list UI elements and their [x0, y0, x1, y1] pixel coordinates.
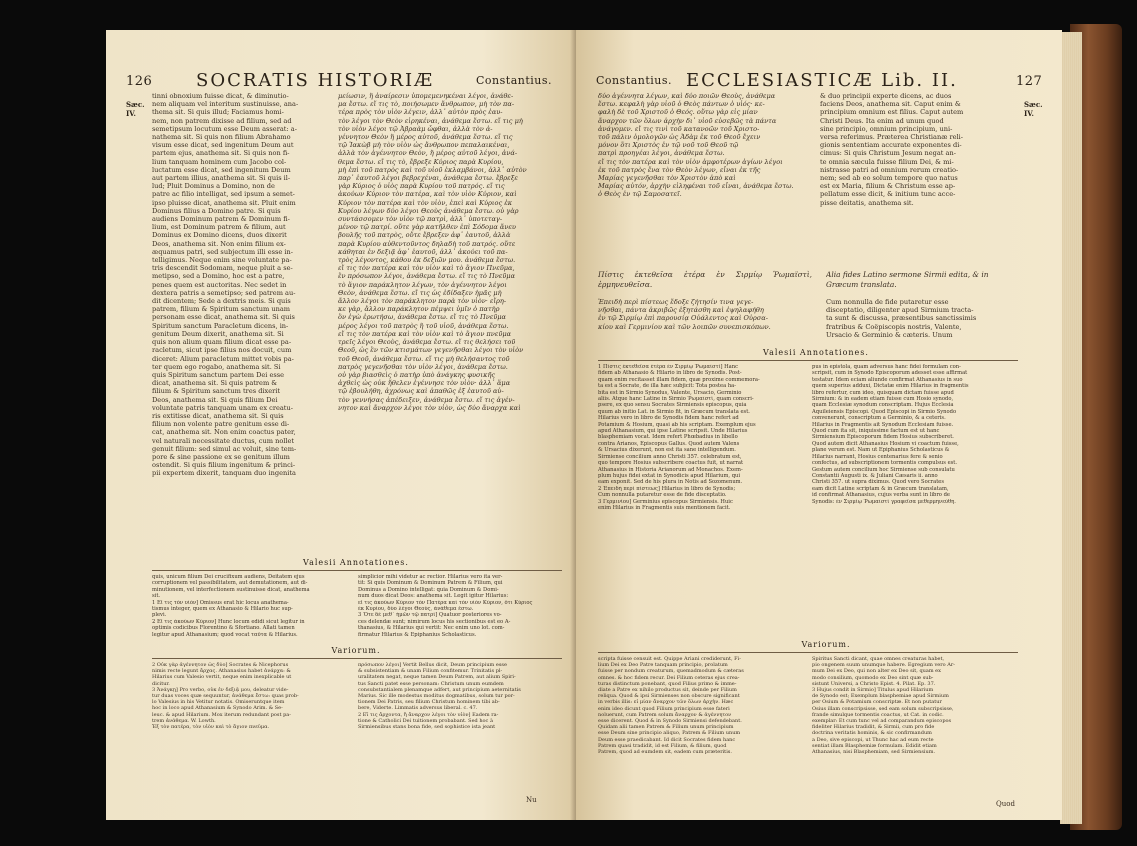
- right-variorum-col1: scripta fuisse censuit est. Quippe Ariani crediderunt, Fi- lium Dei ex Deo Patre tanquam principio, prolatum fuisse per nondum creaturum, quemadmodum & cæteras omnes. & hoc fidem recur. Dei Filium ceteras ejus crea- turas distinctum ponebant, quod Filius primo & imme- diate a Patre ex nihilo productus sit, deinde per Filium reliqua. Quod & ipsi Sirmienses non obscure significant in verbis illis: εἰ μίαν ἄναρχον τῶν ὅλων ἀρχὴν. Hæc enim ideo dicunt quod Filium principium esse fateri noluerunt, cum Patrem solum ἄναρχον & ἀγέννητον esse dicerent. Quod & in Synodo Sirmiensi defendebant. Quidam alii tamen Patrem & Filium unum principium esse Deum sine principio aliquo, Patrem & Filium unum Deum esse praedicabant. Id dicit Socrates fidem hanc Patrem quasi tradidit, id est Filium, & filium, quod Patrem, quod ad eumdem sit, eadem cum præteritis.: [598, 656, 744, 756]
- right-margin-note: Sæc. IV.: [1024, 100, 1043, 118]
- right-running-left: Constantius.: [596, 74, 672, 87]
- left-annotations-col1: quis, unicum filium Dei crucifixum audiens, Deitatem ejus corruptionem vel passibilitatem, aut demutationem, aut di- minutionem, vel interfectionem sustinuisse dicat, anathema sit. 1 Εἴ τις τὸν υἱὸν] Omissus erat hic locus anathema- tismus integer, quem ex Athanasio & Hilario huc sup- plevi. 2 Εἴ τις ἀκούων Κύριον] Hunc locum edidi sicut legitur in optimis codicibus Florentino & Sfortiano. Allati tamen legitur apud Athanasium; quod vocat ταῦτα & Hilarius.: [152, 574, 310, 638]
- right-annotations-col1: 1 Πίστις ἐκτεθεῖσα ἑτέρα ἐν Σιρμίῳ Ῥωμαϊστί] Hanc fidem ab Athanasio & Hilario in libro de Synodis. Post- quam enim recitasset illam fidem, quæ proxime commemora- ta est a Socrate, de illa hæc subjicit: Tota postea ha- bita est in Sirmio Synodus, Valente, Ursacio, Germinio aliis. Atque hanc Latine in Sirmio Ῥωμαϊστὶ, quam conscri- psere, ex quo sensu Socrates Sirmiensis episcopus, quia quum ab initio Lat. in Sirmio fit, in Græcum translata est. Hilarius vero in libro de Synodis fidem hanc refert ad Potamium & Hosium, quasi ab his scriptam. Exemplum ejus apud Athanasium, qui ipse Latine scripsit. Unde Hilarius blasphemiam vocat. Idem refert Phœbadius in libello contra Arianos, Episcopus Gallus. Quod autem Valens & Ursacius dixerunt, non est ita sane intelligendum. Sirmiense concilium anno Christi 357. celebratum est, quo tempore Hosius subscribere coactus fuit, ut narrat Athanasius in Historia Arianorum ad Monachos. Exem- plum hujus fidei extat in Synodicis apud Hilarium, qui eam exponit. Sed de his plura in Notis ad Sozomenum. 2 Ἐπειδὴ περὶ πίστεως] Hilarius in libro de Synodis; Cum nonnulla putaretur esse de fide disceptatio. 3 Γερμινίου] Germinius episcopus Sirmiensis. Huic enim Hilarius in Fragmentis suis mentionem facit.: [598, 364, 760, 511]
- latin-column: tinni obnoxium fuisse dicat, & diminutio- nem aliquam vel interitum sustinuisse, ana- thema sit. Si quis illud; Faciamus homi- nem, non patrem dixisse ad filium, sed ad semetipsum locutum esse Deum asserat: a- nathema sit. Si quis non filium Abrahamo visum esse dicat, sed ingenitum Deum aut partem ejus, anathema sit. Si quis non fi- lium tanquam hominem cum Jacobo col- luctatum esse dicat, sed ingenitum Deum aut partem illius, anathema sit. Si quis il- lud; Pluit Dominus a Domino, non de patre ac filio intelligat, sed ipsum a semet- ipso pluisse dicat, anathema sit. Pluit enim Dominus filius a Domino patre. Si quis audiens Dominum patrem & Dominum fi- lium, est Dominum patrem & filium, aut Dominus ex Domino dicens, duos dixerit Deos, anathema sit. Non enim filium ex- æquamus patri, sed subjectum illi esse in- telligimus. Neque enim sine voluntate pa- tris descendit Sodomam, neque pluit a se- metipso, sed a Domino, hoc est a patre, penes quem est auctoritas. Nec sedet in dextera patris a semetipso; sed patrem au- dit dicentem; Sede a dextris meis. Si quis patrem, filium & Spiritum sanctum unam personam esse dicat, anathema sit. Si quis Spiritum sanctum Paracletum dicens, in- genitum Deum dixerit, anathema sit. Si quis non alium quam filium dicat esse pa- racletum, sicut ipse filius nos docuit, cum diceret: Alium paracletum mittet vobis pa- ter quem ego rogabo, anathema sit. Si quis Spiritum sanctum partem Dei esse dicat, anathema sit. Si quis patrem & filium & Spiritum sanctum tres dixerit Deos, anathema sit. Si quis filium Dei voluntate patris tanquam unam ex creatu- ris extitisse dicat, anathema sit. Si quis filium non volente patre genitum esse di- cat, anathema sit. Non enim coactus pater, vel naturali necessitate ductus, cum nollet genuit filium: sed simul ac voluit, sine tem- pore & sine passione ex se genitum illum ostendit. Si quis filium ingenitum & princi- pii expertem dixerit, tanquam duo ingenita: [152, 92, 299, 478]
- right-annotations-title: Valesii Annotationes.: [763, 348, 869, 357]
- right-latin-intro: Cum nonnulla de fide putaretur esse disceptatio, diligenter apud Sirmium tracta- ta sunt & discussa, præsentibus sanctissimis fratribus & Coëpiscopis nostris, Valente, Ursacio & Germinio & cæteris. Unum: [826, 298, 977, 339]
- right-greek-heading: Πίστις ἐκτεθεῖσα ἑτέρα ἐν Σιρμίῳ Ῥωμαϊστὶ, ἑρμηνευθεῖσα.: [598, 270, 812, 289]
- left-variorum-title: Variorum.: [331, 646, 381, 655]
- left-page: [106, 30, 576, 820]
- right-greek-intro: Ἐπειδὴ περὶ πίστεως ἔδοξε ζήτησίν τινα γεγε- νῆσθαι, πάντα ἀκριβῶς ἐξητάσθη καὶ ἐψηλαφήθη ἐν τῷ Σιρμίῳ ἐπὶ παρουσίᾳ Οὐάλεντος καὶ Οὐρσα- κίου καὶ Γερμινίου καὶ τῶν λοιπῶν συνεπισκόπων.: [598, 298, 771, 331]
- right-latin-column: & duo principii experte dicens, ac duos faciens Deos, anathema sit. Caput enim & principium omnium est filius. Caput autem Christi Deus. Ita enim ad unum quod sine principio, omnium principium, uni- versa referimus. Præterea Christianæ reli- gionis sententiam accurate exponentes di- cimus: Si quis Christum Jesum negat an- te omnia sæcula fuisse filium Dei, & mi- nistrasse patri ad omnium rerum creatio- nem; sed ab eo solum tempore quo natus est ex Maria, filium & Christum esse ap- pellatum esse dicit, & initium tunc acce- pisse deitatis, anathema sit.: [820, 92, 964, 207]
- left-variorum-col1: 2 Οὐκ γὰρ ἀγέννητον ὡς δύο] Socrates & Nicephorus nimis recte legunt ἄρχας. Athanasius habet ἀνάρχα: & Hilarius cum Valesio vertit, neque enim inexplicable ut dicitur. 3 Ἀνάγκῃ] Pro verbo, οὐκ ἐν δεξιᾷ μου, deleatur vide- tur duas voces quæ sequuntur, ἀνάθεμα ἔστω: quas prob- lo Valesius in his Vetitur notatis. Omiseruntque item hoc in loco apud Athanasium & Synodo Arim. & Se- leuc. & apud Hilarium. Mox iterum redundant post pa- trem ἀνάθεμα. W. Lowth. Ἐξ τὸν πατέρα, τὸν υἱὸν καὶ τὸ ἅγιον πνεῦμα.: [152, 662, 299, 731]
- right-variorum-title: Variorum.: [801, 640, 851, 649]
- left-running-title: SOCRATIS HISTORIÆ: [196, 70, 435, 91]
- left-annotations-title: Valesii Annotationes.: [303, 558, 409, 567]
- right-greek-column: δύο ἀγέννητα λέγων, καὶ δύο ποιῶν Θεοὺς, ἀνάθεμα ἔστω. κεφαλὴ γὰρ υἱοῦ ὁ Θεὸς πάντων ὁ υἱός· κε- φαλὴ δὲ τοῦ Χριστοῦ ὁ Θεός. οὕτω γὰρ εἰς μίαν ἄναρχον τῶν ὅλων ἀρχὴν δι᾽ υἱοῦ εὐσεβῶς τὰ πάντα ἀνάγομεν. εἴ τις τινὶ τοῦ κατανοῶν τοῦ Χριστο- τοῦ πάλιν ὁμολογῶν ὡς Ἀδὰμ ἐκ τοῦ Θεοῦ ἔχειν μόνον ὅτι Χριστὸς ἐν τῷ νοῦ τοῦ Θεοῦ τῷ πατρὶ προηγέαι λέγοι, ἀνάθεμα ἔστω. εἴ τις τὸν πατέρα καὶ τὸν υἱὸν ἀμφοτέρων ἁγίων λέγοι ἐκ τοῦ πατρὸς ἕνα τὸν Θεὸν λέγων, εἶναι ἐκ τῆς Μαρίας γεγενῆσθαι τὸν Χριστὸν ἀπὸ καὶ Μαρίας αὐτόν, ἀρχὴν εἰληφέναι τοῦ εἶναι, ἀνάθεμα ἔστω. ὁ Θεὸς ἐν τῷ Σαμοσατεῖ.: [598, 92, 794, 199]
- right-latin-heading: Alia fides Latino sermone Sirmii edita, & in Græcum translata.: [826, 270, 989, 289]
- left-running-right: Constantius.: [476, 74, 552, 87]
- left-margin-note: Sæc. IV.: [126, 100, 145, 118]
- right-annotations-col2: pus in epistola, quam adversus hanc fidei formulam con- scripsit, cum in Synodo Episcoporum adesset esse affirmat testatur. Idem eciam aliunde confirmat Athanasius in suo quem superius adduxi, Dictatæ enim Hilarius in fragmentis libro refertur, cum ideo, quisquam dictam fuisse apud Sirmium: & in eadem etiam fuisse cum Hosio synodo, quam Ecclesiæ synodum conscriptam. Hujus Ecclesia Aquileiensis Episcopi. Quod Episcopi in Sirmio Synodo convenerunt, conscriptum a Germinio, & a ceteris. Hilarius in Fragmentis ait Synodum Ecclesiam fuisse. Quod cum ita sit, iniquissime factum est ut hanc Sirmiensium Episcoporum fidem Hosius subscriberet. Quod autem dicit Athanasius Hosium vi coactum fuisse, plane verum est. Nam ut Epiphanius Scholasticus & Hilarius narrant, Hosius centenarius fere & senio confectus, ad subscriptionem tormentis compulsus est. Gestum autem concilium hoc Sirmiense sub consulatu Constantii Augusti ix. & Juliani Cæsaris ii. anno Christi 357. ut supra diximus. Quod vero Socrates eam dicit Latine scriptam & in Græcum translatam, id confirmat Athanasius, cujus verba sunt in libro de Synodis: ἐν Σιρμίῳ Ῥωμαϊστὶ γραφεῖσα μεθερμηνεύθη.: [812, 364, 969, 505]
- right-page: [576, 30, 1062, 820]
- left-catchword: Nu: [526, 796, 537, 804]
- page-edges: [1060, 32, 1082, 824]
- left-variorum-col2: πρόσωπον λέγοι] Vertit Bellus dicit, Deum principium esse & subsistentiam & unam Filium confitemur. Trinitatis pl- uralitatem negat, neque tamen Deum Patrem, aut alium Spiri- tus Sancti patet esse personam: Christum unum eumdem consubstantialem plenamque adfert, aut principium aeternitatis Marius. Sic ille modestus moditus dogmatibus, solum tur por- tionem Dei Patris, seu filium Christum hominem tibi ab- bere, Viderte. Limmatis adversus liberal. c. 47. 2 Εἴ τις ἄρχοντα, ἢ ἄναρχον λέγοι τὸν υἱὸν] Eadem ra- tione & Catholici Dei tuitionem probabant. Sed hoc à Sirmiensibus stans bona fide, sed sophistice ista jeant: [358, 662, 521, 731]
- left-annotations-col2: simplicior mihi videtur ac rectior. Hilarius vero ita ver- tit: Si quis Dominum & Dominum Patrem & Filium, qui Dominus a Domino intelligat: quia Dominum & Domi- num duos dicat Deos: anathema sit. Legit igitur Hilarius: εἴ τις ἀκούων Κύριον τὸν Πατέρα καὶ τὸν υἱὸν Κύριον, ὅτι Κύριος ἐκ Κυρίου, δύο λέγοι Θεοὺς, ἀνάθεμα ἔστω. 3 Ὅτε δὲ μεθ᾽ ἡμῶν τῷ πατρὶ] Quatuor posteriores vo- ces delendæ sunt; nimirum locus his sectionibus est eo A- thanasius, & Hilarius qui vertit: Nec enim uno lot. com- firmatur Hilarius & Epiphanius Scholasticus.: [358, 574, 533, 638]
- right-page-number: 127: [1016, 74, 1043, 89]
- open-book: [100, 18, 1122, 838]
- left-page-number: 126: [126, 74, 153, 89]
- greek-column: μείωσιν, ἢ ἀναίρεσιν ὑπομεμενηκέναι λέγοι, ἀνάθε- μα ἔστω. εἴ τις τὸ, ποιήσωμεν ἄνθρωπον, μὴ τὸν πα- τέρα πρὸς τὸν υἱὸν λέγειν, ἀλλ᾽ αὐτὸν πρὸς ἑαυ- τὸν λέγοι τὸν Θεὸν εἰρηκέναι, ἀνάθεμα ἔστω. εἴ τις μὴ τὸν υἱὸν λέγοι τῷ Ἀβραὰμ ὦφθαι, ἀλλὰ τὸν ἀ- γέννητον Θεὸν ἢ μέρος αὐτοῦ, ἀνάθεμα ἔστω. εἴ τις τῷ Ἰακὼβ μὴ τὸν υἱὸν ὡς ἄνθρωπον πεπαλαικέναι, ἀλλὰ τὸν ἀγέννητον Θεὸν, ἢ μέρος αὐτοῦ λέγοι, ἀνά- θεμα ἔστω. εἴ τις τὸ, ἔβρεξε Κύριος παρὰ Κυρίου, μὴ ἐπὶ τοῦ πατρὸς καὶ τοῦ υἱοῦ ἐκλαμβάνοι, ἀλλ᾽ αὐτὸν παρ᾽ ἑαυτοῦ λέγοι βεβρεχέναι, ἀνάθεμα ἔστω. ἔβρεξε γὰρ Κύριος ὁ υἱὸς παρὰ Κυρίου τοῦ πατρός. εἴ τις ἀκούων Κύριον τὸν πατέρα, καὶ τὸν υἱὸν Κύριον, καὶ Κύριον τὸν πατέρα καὶ τὸν υἱὸν, ἐπεὶ καὶ Κύριος ἐκ Κυρίου λέγων δύο λέγοι Θεοὺς ἀνάθεμα ἔστω. οὐ γὰρ συντάσσομεν τὸν υἱὸν τῷ πατρὶ, ἀλλ᾽ ὑποτεταγ- μένον τῷ πατρί. οὔτε γὰρ κατῆλθεν ἐπὶ Σόδομα ἄνευ βουλῆς τοῦ πατρὸς, οὔτε ἔβρεξεν ἀφ᾽ ἑαυτοῦ, ἀλλὰ παρὰ Κυρίου αὐθεντοῦντος δηλαδὴ τοῦ πατρός. οὔτε κάθηται ἐν δεξιᾷ ἀφ᾽ ἑαυτοῦ, ἀλλ᾽ ἀκούει τοῦ πα- τρὸς λέγοντος, κάθου ἐκ δεξιῶν μου. ἀνάθεμα ἔστω. εἴ τις τὸν πατέρα καὶ τὸν υἱὸν καὶ τὸ ἅγιον Πνεῦμα, ἓν πρόσωπον λέγοι, ἀνάθεμα ἔστω. εἴ τις τὸ Πνεῦμα τὸ ἅγιον παράκλητον λέγων, τὸν ἀγέννητον λέγοι Θεὸν, ἀνάθεμα ἔστω. εἴ τις ὡς ἐδίδαξεν ἡμᾶς μὴ ἄλλον λέγοι τὸν παράκλητον παρὰ τὸν υἱὸν· εἴρη- κε γὰρ, ἄλλον παράκλητον πέμψει ὑμῖν ὁ πατὴρ ὃν ἐγὼ ἐρωτήσω, ἀνάθεμα ἔστω. εἴ τις τὸ Πνεῦμα μέρος λέγοι τοῦ πατρὸς ἢ τοῦ υἱοῦ, ἀνάθεμα ἔστω. εἴ τις τὸν πατέρα καὶ τὸν υἱὸν καὶ τὸ ἅγιον πνεῦμα τρεῖς λέγοι Θεοὺς, ἀνάθεμα ἔστω. εἴ τις θελήσει τοῦ Θεοῦ, ὡς ἓν τῶν κτισμάτων γεγενῆσθαι λέγοι τὸν υἱὸν τοῦ Θεοῦ, ἀνάθεμα ἔστω. εἴ τις μὴ θελήσαντος τοῦ πατρὸς γεγενῆσθαι τὸν υἱὸν λέγοι, ἀνάθεμα ἔστω. οὐ γὰρ βιασθεὶς ὁ πατὴρ ὑπὸ ἀνάγκης φυσικῆς ἀχθεὶς ὡς οὐκ ἤθελεν ἐγέννησε τὸν υἱὸν· ἀλλ᾽ ἅμα τῷ ἐβουλήθη, ἀχρόνως καὶ ἀπαθῶς ἐξ ἑαυτοῦ αὐ- τὸν γεννήσας ἀπέδειξεν, ἀνάθεμα ἔστω. εἴ τις ἀγέν- νητον καὶ ἄναρχον λέγοι τὸν υἱὸν, ὡς δύο ἄναρχα καὶ: [338, 92, 527, 412]
- right-running-title: ECCLESIASTICÆ Lib. II.: [686, 70, 958, 91]
- right-variorum-col2: Spiritus Sancti dicant, quae omnes creaturas habet, pio ongenem suum unumque habere. Egregium vero Ar- mum Dei ex Deo, qui non alter ex Deo sit, quam ex modo consilium, quomodo ex Deo sint quæ sub- sistunt Universi, a Christo Epist. 4. Pilat. Ep. 37. 3 Hujus condit in Sirmio] Titulus apud Hilarium de Synodo est; Exemplum blasphemiae apud Sirmium per Osium & Potamium conscriptæ. Et non putatur Osius illam conscripsisse, sed eam solum subscripsisse, frande simulque tormentis coactus, ut Cat. in codic. exemplar: Et cum tunc vel ad comparandum episcopos fideliter Hilarius tradidit, & Sirmii, cum pro fide doctrina veritatis hominis, & sic confirmandum a Deo, sive episcopi, ut Thunc hac ad eum recte sentiat illam Blasphemiæ formulam. Edidit etiam Athanasius, nisi Blasphemiam, sed Sirmiensium.: [812, 656, 955, 756]
- right-catchword: Quod: [996, 800, 1015, 808]
